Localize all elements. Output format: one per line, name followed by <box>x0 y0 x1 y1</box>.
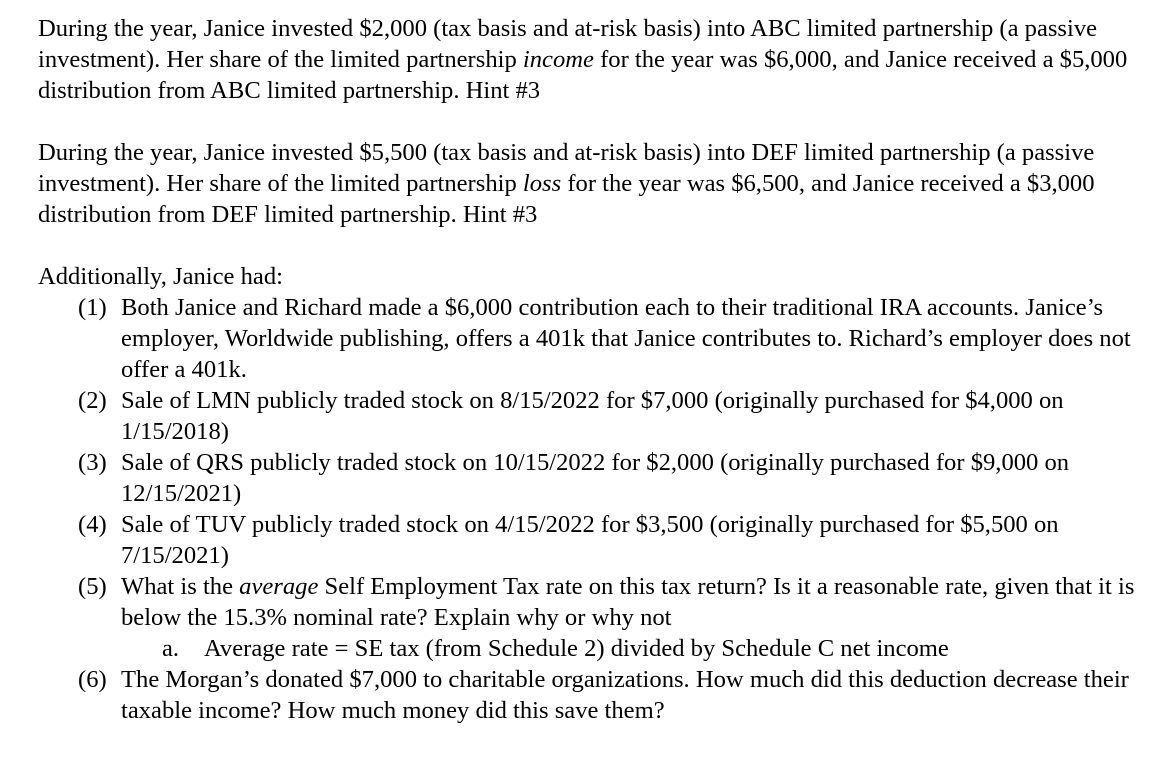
item-number: (6) <box>78 666 107 693</box>
item-text: Sale of LMN publicly traded stock on 8/15/2022 for $7,000 (originally purchased for $4,000 on 1/15/2018) <box>121 387 1064 445</box>
additional-items-heading: Additionally, Janice had: <box>38 263 283 290</box>
paragraph-text: for the year was $6,500, and Janice received a $3,000 distribution from DEF limited partnership. Hint #3 <box>38 170 1095 228</box>
sub-item <box>38 633 1148 664</box>
item-text: The Morgan’s donated $7,000 to charitable organizations. How much did this deduction decrease their taxable income? How much money did this save them? <box>121 666 1129 724</box>
paragraph-text: During the year, Janice invested $5,500 (tax basis and at-risk basis) into DEF limited partnership (a passive investment). Her share of the limited partnership <box>38 139 1095 197</box>
document-page <box>38 13 1148 726</box>
item-text: What is the <box>121 573 240 600</box>
item-number: (4) <box>78 511 107 538</box>
additional-items-list <box>38 292 1148 726</box>
emphasis-income: income <box>522 46 594 73</box>
item-number: (3) <box>78 449 107 476</box>
item-number: (2) <box>78 387 107 414</box>
def-partnership-paragraph <box>38 137 1148 230</box>
paragraph-text: During the year, Janice invested $2,000 (tax basis and at-risk basis) into ABC limited partnership (a passive investment). Her share of the limited partnership <box>38 15 1098 73</box>
sub-item-marker: a. <box>162 635 180 662</box>
item-text: Both Janice and Richard made a $6,000 contribution each to their traditional IRA accounts. Janice’s employer, Worldwide publishing, offers a 401k that Janice contributes to. Richard’s employer does not offer a 401k. <box>121 294 1131 383</box>
list-item <box>38 664 1148 726</box>
emphasis-average: average <box>239 573 319 600</box>
item-text: Self Employment Tax rate on this tax return? Is it a reasonable rate, given that it is below the 15.3% nominal rate? Explain why or why not <box>121 573 1135 631</box>
emphasis-loss: loss <box>522 170 562 197</box>
abc-partnership-paragraph <box>38 13 1148 106</box>
item-number: (1) <box>78 294 107 321</box>
list-item <box>38 292 1148 385</box>
item-text: Sale of QRS publicly traded stock on 10/15/2022 for $2,000 (originally purchased for $9,000 on 12/15/2021) <box>121 449 1070 507</box>
sub-item-text: Average rate = SE tax (from Schedule 2) divided by Schedule C net income <box>204 635 949 662</box>
paragraph-text: for the year was $6,000, and Janice received a $5,000 distribution from ABC limited partnership. Hint #3 <box>38 46 1128 104</box>
item-text: Sale of TUV publicly traded stock on 4/15/2022 for $3,500 (originally purchased for $5,500 on 7/15/2021) <box>121 511 1059 569</box>
list-item <box>38 385 1148 447</box>
list-item <box>38 509 1148 571</box>
list-item <box>38 447 1148 509</box>
list-item <box>38 571 1148 664</box>
item-number: (5) <box>78 573 107 600</box>
